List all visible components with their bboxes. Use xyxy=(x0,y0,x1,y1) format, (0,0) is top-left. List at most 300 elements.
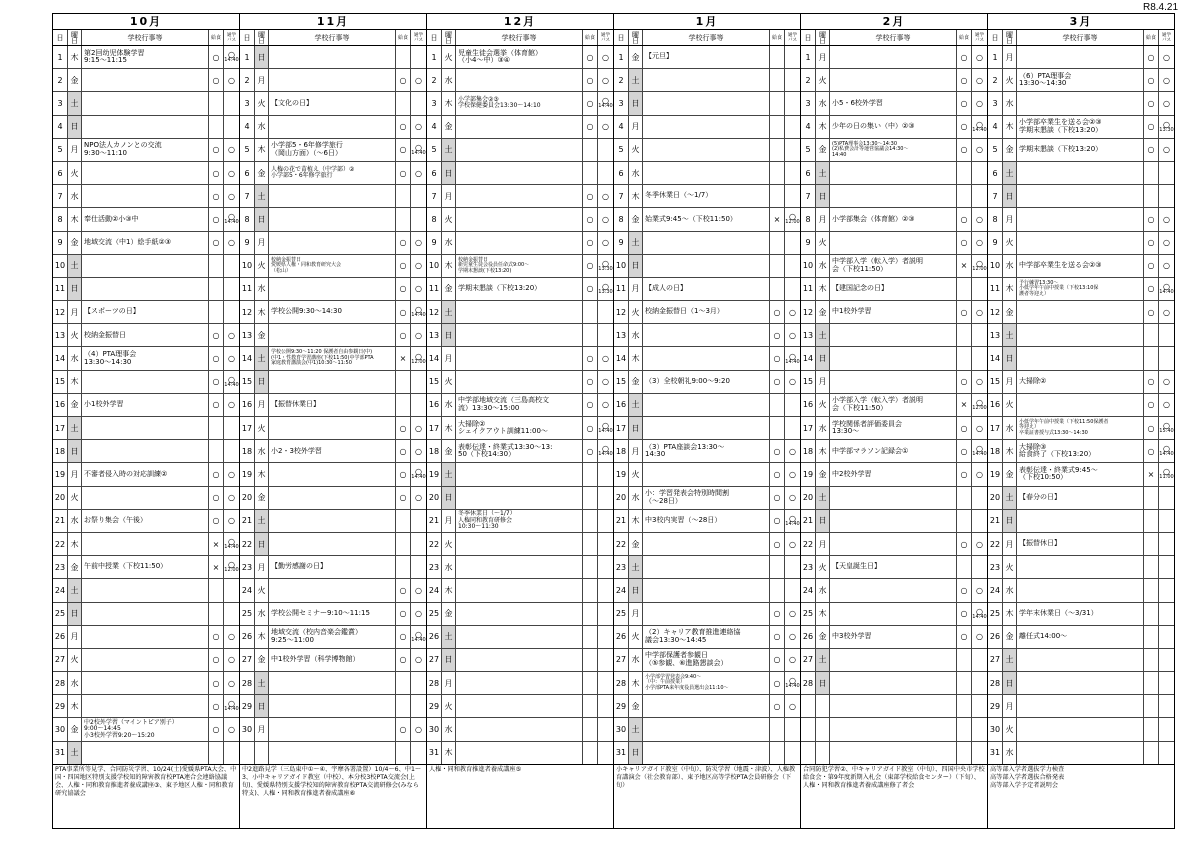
bus-cell xyxy=(224,162,239,184)
lunch-mark: ○ xyxy=(1144,255,1159,277)
bus-cell xyxy=(598,463,613,485)
weekday-cell: 木 xyxy=(629,672,643,694)
lunch-mark xyxy=(770,417,785,439)
month-title: 12月 xyxy=(427,14,613,30)
calendar-row xyxy=(614,742,800,764)
calendar-row xyxy=(53,487,239,510)
weekday-cell: 火 xyxy=(442,208,456,230)
month-column xyxy=(427,14,614,764)
bus-cell xyxy=(785,417,800,439)
bus-cell xyxy=(598,347,613,369)
lunch-mark xyxy=(770,69,785,91)
weekday-cell: 月 xyxy=(255,394,269,416)
lunch-mark: ○ xyxy=(770,626,785,648)
calendar-row xyxy=(427,672,613,695)
bus-mark: ○ xyxy=(976,606,983,616)
weekday-cell: 土 xyxy=(816,487,830,509)
bus-cell xyxy=(785,232,800,254)
bus-mark: ○ xyxy=(976,423,983,433)
bus-time: 14:40 xyxy=(785,358,800,365)
weekday-cell: 金 xyxy=(816,626,830,648)
weekday-cell: 土 xyxy=(442,626,456,648)
event-cell xyxy=(82,162,209,184)
calendar-row xyxy=(988,394,1174,417)
lunch-mark xyxy=(396,672,411,694)
day-number: 21 xyxy=(614,510,629,532)
bus-cell xyxy=(224,463,239,485)
calendar-row xyxy=(801,208,987,231)
bus-mark: ○ xyxy=(1163,444,1170,454)
weekday-cell: 火 xyxy=(68,487,82,509)
weekday-cell: 火 xyxy=(442,533,456,555)
calendar-row xyxy=(801,649,987,672)
lunch-mark xyxy=(957,324,972,346)
day-number: 13 xyxy=(53,324,68,346)
event-cell: 不審者侵入時の対応訓練② xyxy=(82,463,209,485)
event-cell xyxy=(643,603,770,625)
event-cell: 中2校外学習（マイントピア別子） 9:00～14:45 小3校外学習9:20～15:20 xyxy=(82,718,209,740)
bus-cell xyxy=(785,463,800,485)
header-day: 日 xyxy=(427,30,442,45)
calendar-row xyxy=(240,139,426,162)
bus-cell xyxy=(598,440,613,462)
calendar-row xyxy=(53,533,239,556)
bus-mark: ○ xyxy=(228,655,235,665)
weekday-cell: 金 xyxy=(1003,301,1017,323)
event-cell: 大掃除③ 給食終了（下校13:20） xyxy=(1017,440,1144,462)
weekday-cell: 月 xyxy=(68,463,82,485)
bus-cell xyxy=(598,92,613,114)
calendar-row xyxy=(427,556,613,579)
bus-cell xyxy=(224,695,239,717)
lunch-mark: ○ xyxy=(957,69,972,91)
lunch-mark xyxy=(209,301,224,323)
column-header-row xyxy=(801,30,987,46)
day-number: 2 xyxy=(988,69,1003,91)
calendar-row xyxy=(53,116,239,139)
event-cell xyxy=(269,417,396,439)
event-cell: 奉仕活動②小③中 xyxy=(82,208,209,230)
event-cell xyxy=(269,695,396,717)
lunch-mark xyxy=(770,718,785,740)
day-number: 13 xyxy=(427,324,442,346)
day-number: 17 xyxy=(614,417,629,439)
day-number: 7 xyxy=(801,185,816,207)
weekday-cell: 金 xyxy=(68,69,82,91)
day-number: 18 xyxy=(240,440,255,462)
bus-cell xyxy=(785,487,800,509)
day-number: 27 xyxy=(988,649,1003,671)
calendar-row xyxy=(53,603,239,626)
calendar-row xyxy=(240,301,426,324)
bus-cell xyxy=(411,116,426,138)
weekday-cell: 水 xyxy=(442,232,456,254)
month-column xyxy=(614,14,801,764)
bus-cell xyxy=(1159,278,1174,300)
event-cell: 冬季休業日（～1/7） 人権同和教育研修会 10:30～11:30 xyxy=(456,510,583,532)
day-number: 18 xyxy=(427,440,442,462)
calendar-row xyxy=(614,255,800,278)
event-cell: 小学部5・6年修学旅行 （岡山方面）（～6日） xyxy=(269,139,396,161)
day-number: 15 xyxy=(240,371,255,393)
weekday-cell: 月 xyxy=(1003,371,1017,393)
weekday-cell: 日 xyxy=(629,742,643,764)
weekday-cell: 火 xyxy=(255,579,269,601)
event-cell xyxy=(82,603,209,625)
bus-mark: ○ xyxy=(1163,214,1170,224)
lunch-mark: ○ xyxy=(1144,417,1159,439)
lunch-mark: ○ xyxy=(583,69,598,91)
weekday-cell: 水 xyxy=(255,440,269,462)
month-title: 10月 xyxy=(53,14,239,30)
day-number: 30 xyxy=(53,718,68,740)
calendar-row xyxy=(614,695,800,718)
bus-mark: ○ xyxy=(1163,400,1170,410)
weekday-cell: 木 xyxy=(442,92,456,114)
event-cell: 中学部マラソン記録会① xyxy=(830,440,957,462)
event-cell xyxy=(269,718,396,740)
bus-cell xyxy=(411,69,426,91)
weekday-cell: 日 xyxy=(255,695,269,717)
month-title: 2月 xyxy=(801,14,987,30)
lunch-mark: ○ xyxy=(770,695,785,717)
calendar-row xyxy=(988,533,1174,556)
header-bus: 通学 バス xyxy=(414,32,423,43)
bus-cell xyxy=(598,556,613,578)
bus-cell xyxy=(411,278,426,300)
event-cell xyxy=(643,347,770,369)
bus-time: 14:40 xyxy=(972,613,987,620)
header-events: 学校行事等 xyxy=(456,30,583,45)
bus-cell xyxy=(598,255,613,277)
event-cell xyxy=(456,718,583,740)
weekday-cell: 土 xyxy=(629,394,643,416)
weekday-cell: 日 xyxy=(442,487,456,509)
calendar-row xyxy=(53,301,239,324)
bus-time: 14:40 xyxy=(598,428,613,435)
bus-cell xyxy=(785,301,800,323)
day-number: 24 xyxy=(427,579,442,601)
bus-cell xyxy=(224,46,239,68)
event-cell: 中2校外学習 xyxy=(830,463,957,485)
weekday-cell: 水 xyxy=(255,116,269,138)
day-number: 11 xyxy=(53,278,68,300)
event-cell: 表彰伝達・終業式13:30～13: 50（下校14:30） xyxy=(456,440,583,462)
bus-mark: ○ xyxy=(415,351,422,361)
lunch-mark: ○ xyxy=(583,116,598,138)
calendar-row xyxy=(801,116,987,139)
bus-cell xyxy=(1159,440,1174,462)
bus-mark: ○ xyxy=(1163,261,1170,271)
lunch-mark xyxy=(1144,718,1159,740)
lunch-mark xyxy=(957,487,972,509)
day-number: 23 xyxy=(427,556,442,578)
day-number: 13 xyxy=(240,324,255,346)
event-cell xyxy=(269,116,396,138)
calendar-row xyxy=(53,371,239,394)
day-number: 4 xyxy=(53,116,68,138)
bus-mark: ○ xyxy=(1163,98,1170,108)
bus-mark: ○ xyxy=(1163,119,1170,129)
header-bus: 通学 バス xyxy=(975,32,984,43)
weekday-cell: 土 xyxy=(816,649,830,671)
calendar-row xyxy=(240,371,426,394)
bus-cell xyxy=(411,672,426,694)
lunch-mark: ○ xyxy=(583,232,598,254)
lunch-mark: ○ xyxy=(957,579,972,601)
calendar-row xyxy=(801,301,987,324)
calendar-row xyxy=(427,46,613,69)
day-number: 21 xyxy=(53,510,68,532)
bus-mark: ○ xyxy=(415,75,422,85)
event-cell xyxy=(830,649,957,671)
bus-mark: ○ xyxy=(228,632,235,642)
document-date: R8.4.21 xyxy=(1143,2,1179,13)
bus-cell xyxy=(972,626,987,648)
calendar-row xyxy=(427,394,613,417)
event-cell: 【スポーツの日】 xyxy=(82,301,209,323)
lunch-mark: ○ xyxy=(209,208,224,230)
bus-mark: ○ xyxy=(228,212,235,222)
bus-mark: ○ xyxy=(602,377,609,387)
event-cell: NPO法人カノンとの交流 9:30～11:10 xyxy=(82,139,209,161)
event-cell: 小1校外学習 xyxy=(82,394,209,416)
weekday-cell: 水 xyxy=(68,510,82,532)
day-number: 8 xyxy=(988,208,1003,230)
lunch-mark xyxy=(396,92,411,114)
bus-cell xyxy=(598,46,613,68)
bus-cell xyxy=(972,742,987,764)
weekday-cell: 月 xyxy=(816,371,830,393)
day-number: 21 xyxy=(988,510,1003,532)
lunch-mark xyxy=(1144,510,1159,532)
bus-cell xyxy=(1159,301,1174,323)
lunch-mark xyxy=(209,742,224,764)
bus-cell xyxy=(972,394,987,416)
weekday-cell: 水 xyxy=(629,162,643,184)
lunch-mark xyxy=(583,324,598,346)
notes-row xyxy=(52,765,1175,829)
day-number: 29 xyxy=(53,695,68,717)
lunch-mark: ○ xyxy=(209,46,224,68)
bus-mark: ○ xyxy=(228,516,235,526)
weekday-cell: 火 xyxy=(1003,69,1017,91)
weekday-cell: 月 xyxy=(255,556,269,578)
bus-time: 14:40 xyxy=(224,219,239,226)
header-weekday: 曜日 xyxy=(816,30,830,45)
weekday-cell: 火 xyxy=(816,69,830,91)
day-number: 3 xyxy=(53,92,68,114)
day-number: 22 xyxy=(988,533,1003,555)
month-title: 1月 xyxy=(614,14,800,30)
bus-cell xyxy=(598,487,613,509)
bus-cell xyxy=(598,324,613,346)
bus-cell xyxy=(411,510,426,532)
bus-mark: ○ xyxy=(976,377,983,387)
calendar-row xyxy=(988,672,1174,695)
bus-cell xyxy=(598,69,613,91)
weekday-cell: 火 xyxy=(255,417,269,439)
event-cell xyxy=(830,347,957,369)
calendar-row xyxy=(988,556,1174,579)
bus-cell xyxy=(224,672,239,694)
day-number: 26 xyxy=(53,626,68,648)
bus-mark: ○ xyxy=(789,330,796,340)
day-number: 15 xyxy=(427,371,442,393)
bus-cell xyxy=(785,695,800,717)
lunch-mark: ○ xyxy=(583,394,598,416)
bus-cell xyxy=(1159,139,1174,161)
lunch-mark: × xyxy=(1144,463,1159,485)
bus-mark: ○ xyxy=(415,261,422,271)
day-number: 30 xyxy=(614,718,629,740)
day-number: 27 xyxy=(801,649,816,671)
calendar-row xyxy=(427,255,613,278)
lunch-mark: ○ xyxy=(396,649,411,671)
event-cell xyxy=(830,672,957,694)
calendar-row xyxy=(988,579,1174,602)
event-cell: 地域交流（中1）絵手紙②③ xyxy=(82,232,209,254)
lunch-mark: × xyxy=(209,533,224,555)
lunch-mark: ○ xyxy=(583,417,598,439)
weekday-cell: 土 xyxy=(629,556,643,578)
bus-cell xyxy=(972,371,987,393)
calendar-row xyxy=(988,695,1174,718)
weekday-cell: 木 xyxy=(68,695,82,717)
bus-cell xyxy=(1159,255,1174,277)
event-cell xyxy=(269,232,396,254)
lunch-mark xyxy=(957,185,972,207)
day-number: 6 xyxy=(988,162,1003,184)
calendar-row xyxy=(427,603,613,626)
bus-cell xyxy=(411,347,426,369)
bus-cell xyxy=(411,92,426,114)
calendar-row xyxy=(988,255,1174,278)
bus-mark: ○ xyxy=(789,701,796,711)
event-cell: 第2回幼児体験学習 9:15～11:15 xyxy=(82,46,209,68)
event-cell xyxy=(1017,510,1144,532)
lunch-mark xyxy=(770,46,785,68)
weekday-cell: 月 xyxy=(816,46,830,68)
day-number: 19 xyxy=(801,463,816,485)
bus-cell xyxy=(224,394,239,416)
event-cell xyxy=(830,324,957,346)
bus-mark: ○ xyxy=(228,560,235,570)
lunch-mark xyxy=(583,301,598,323)
weekday-cell: 金 xyxy=(816,139,830,161)
bus-cell xyxy=(224,278,239,300)
bus-cell xyxy=(224,556,239,578)
event-cell xyxy=(456,649,583,671)
lunch-mark xyxy=(583,718,598,740)
event-cell: 【成人の日】 xyxy=(643,278,770,300)
lunch-mark: ○ xyxy=(396,162,411,184)
event-cell xyxy=(269,371,396,393)
calendar-row xyxy=(240,672,426,695)
day-number: 2 xyxy=(614,69,629,91)
day-number: 29 xyxy=(427,695,442,717)
calendar-row xyxy=(801,394,987,417)
event-cell xyxy=(643,139,770,161)
calendar-row xyxy=(427,742,613,764)
day-number: 3 xyxy=(988,92,1003,114)
calendar-row xyxy=(614,579,800,602)
lunch-mark: × xyxy=(396,347,411,369)
bus-cell xyxy=(598,162,613,184)
calendar-row xyxy=(53,347,239,370)
bus-time: 14:40 xyxy=(972,451,987,458)
weekday-cell: 月 xyxy=(68,139,82,161)
header-bus: 通学 バス xyxy=(788,32,797,43)
bus-cell xyxy=(972,301,987,323)
bus-cell xyxy=(411,649,426,671)
event-cell: 大掃除② xyxy=(1017,371,1144,393)
bus-cell xyxy=(224,185,239,207)
bus-mark: ○ xyxy=(789,377,796,387)
event-cell: 学校公開9:30～11:20 保護者自由参観日(中) (中1・性教育学習講座(下校11:50)中学部PTA 家庭教育講演会(中1)10:30～11:50 xyxy=(269,347,396,369)
bus-cell xyxy=(972,139,987,161)
lunch-mark: ○ xyxy=(396,463,411,485)
weekday-cell: 火 xyxy=(816,556,830,578)
day-number: 4 xyxy=(801,116,816,138)
day-number: 7 xyxy=(53,185,68,207)
day-number: 19 xyxy=(53,463,68,485)
bus-mark: ○ xyxy=(602,258,609,268)
bus-mark: ○ xyxy=(228,191,235,201)
weekday-cell: 日 xyxy=(442,649,456,671)
bus-cell xyxy=(972,116,987,138)
calendar-row xyxy=(240,46,426,69)
calendar-row xyxy=(614,46,800,69)
bus-mark: ○ xyxy=(415,493,422,503)
calendar-row xyxy=(801,510,987,533)
bus-mark: ○ xyxy=(976,585,983,595)
calendar-row xyxy=(801,139,987,162)
lunch-mark xyxy=(957,649,972,671)
bus-mark: ○ xyxy=(789,469,796,479)
event-cell xyxy=(82,371,209,393)
bus-cell xyxy=(1159,232,1174,254)
day-number: 17 xyxy=(53,417,68,439)
bus-cell xyxy=(972,463,987,485)
bus-cell xyxy=(1159,579,1174,601)
event-cell: 地域交流（校内音楽会鑑賞） 9:25～11:00 xyxy=(269,626,396,648)
bus-time: 14:40 xyxy=(785,683,800,690)
lunch-mark: ○ xyxy=(957,440,972,462)
bus-mark: ○ xyxy=(415,238,422,248)
weekday-cell: 水 xyxy=(68,347,82,369)
weekday-cell: 日 xyxy=(1003,510,1017,532)
calendar-row xyxy=(988,371,1174,394)
lunch-mark: ○ xyxy=(396,440,411,462)
bus-cell xyxy=(972,440,987,462)
event-cell xyxy=(830,185,957,207)
header-bus: 通学 バス xyxy=(227,32,236,43)
day-number: 10 xyxy=(427,255,442,277)
day-number: 28 xyxy=(988,672,1003,694)
bus-mark: ○ xyxy=(602,238,609,248)
bus-cell xyxy=(1159,626,1174,648)
calendar-row xyxy=(801,672,987,695)
bus-cell xyxy=(972,579,987,601)
calendar-row xyxy=(614,417,800,440)
bus-cell xyxy=(411,463,426,485)
weekday-cell: 水 xyxy=(1003,417,1017,439)
lunch-mark xyxy=(396,208,411,230)
weekday-cell: 月 xyxy=(629,116,643,138)
bus-cell xyxy=(224,603,239,625)
bus-cell xyxy=(598,139,613,161)
